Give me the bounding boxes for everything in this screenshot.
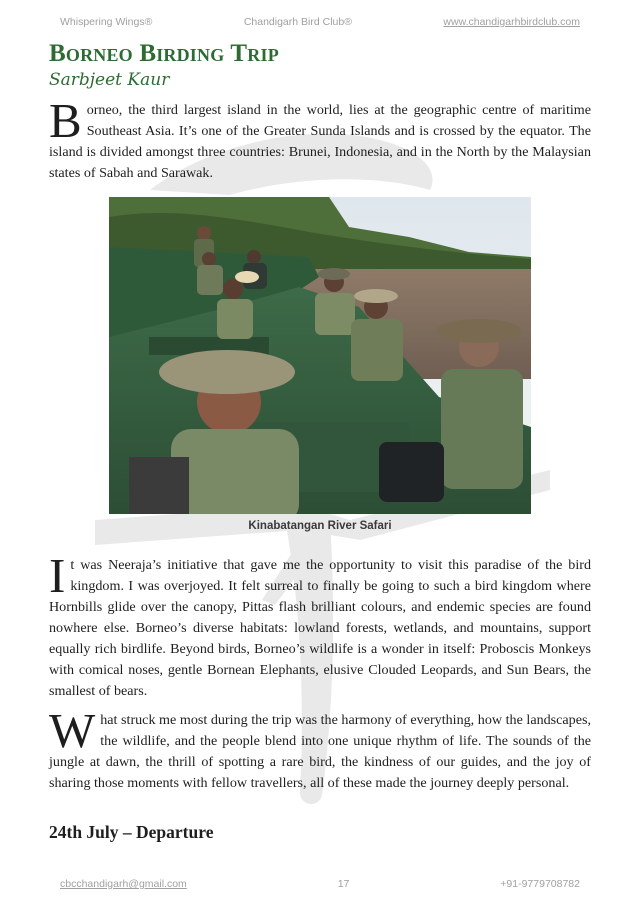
header-club-name: Chandigarh Bird Club® <box>243 16 352 28</box>
header-publication: Whispering Wings® <box>60 16 153 28</box>
river-safari-photo <box>109 197 531 514</box>
footer-phone: +91-9779708782 <box>500 878 580 890</box>
section-heading: 24th July – Departure <box>49 822 214 842</box>
page-number: 17 <box>337 878 350 890</box>
paragraph-2-text: t was Neeraja’s initiative that gave me the opportunity to visit this paradise of the bird kingdom. I was overjoyed. It felt surreal to finally be going to such a bird kingdom where Hornbills glide over the canopy, Pittas flash brilliant colours, and endemic species are found nowhere else. Borneo’s diverse habitats: lowland forests, wetlands, and mountains, support equally rich birdlife. Beyond birds, Borneo’s wildlife is a wonder in itself: Proboscis Monkeys with comical noses, gentle Bornean Elephants, elusive Clouded Leopards, and Sun Bears, the smallest of bears. <box>49 557 591 699</box>
intro-text: orneo, the third largest island in the world, lies at the geographic centre of maritime Southeast Asia. It’s one of the Greater Sunda Islands and is crossed by the equator. The island is divided amongst three countries: Brunei, Indonesia, and in the North by the Malaysian states of Sabah and Sarawak. <box>49 102 591 181</box>
header-website-link[interactable]: www.chandigarhbirdclub.com <box>443 16 580 28</box>
paragraph-3-text: hat struck me most during the trip was the harmony of everything, how the landscapes, the wildlife, and the people blend into one unique rhythm of life. The sounds of the jungle at dawn, the thrill of spotting a rare bird, the kindness of our guides, and the joy of sharing those moments with fellow travellers, all of these made the journey deeply personal. <box>49 712 591 791</box>
article-title: Borneo Birding Trip <box>49 40 279 67</box>
page-header <box>60 14 580 30</box>
page-footer <box>60 876 580 892</box>
article-author: Sarbjeet Kaur <box>49 70 170 90</box>
paragraph-harmony <box>49 703 591 794</box>
photo-caption: Kinabatangan River Safari <box>248 520 392 532</box>
intro-paragraph <box>49 93 591 184</box>
paragraph-2-dropcap: I <box>49 548 66 603</box>
intro-dropcap: B <box>49 93 82 148</box>
footer-email-link[interactable]: cbcchandigarh@gmail.com <box>60 878 187 890</box>
paragraph-initiative <box>49 548 591 702</box>
paragraph-3-dropcap: W <box>49 703 96 758</box>
